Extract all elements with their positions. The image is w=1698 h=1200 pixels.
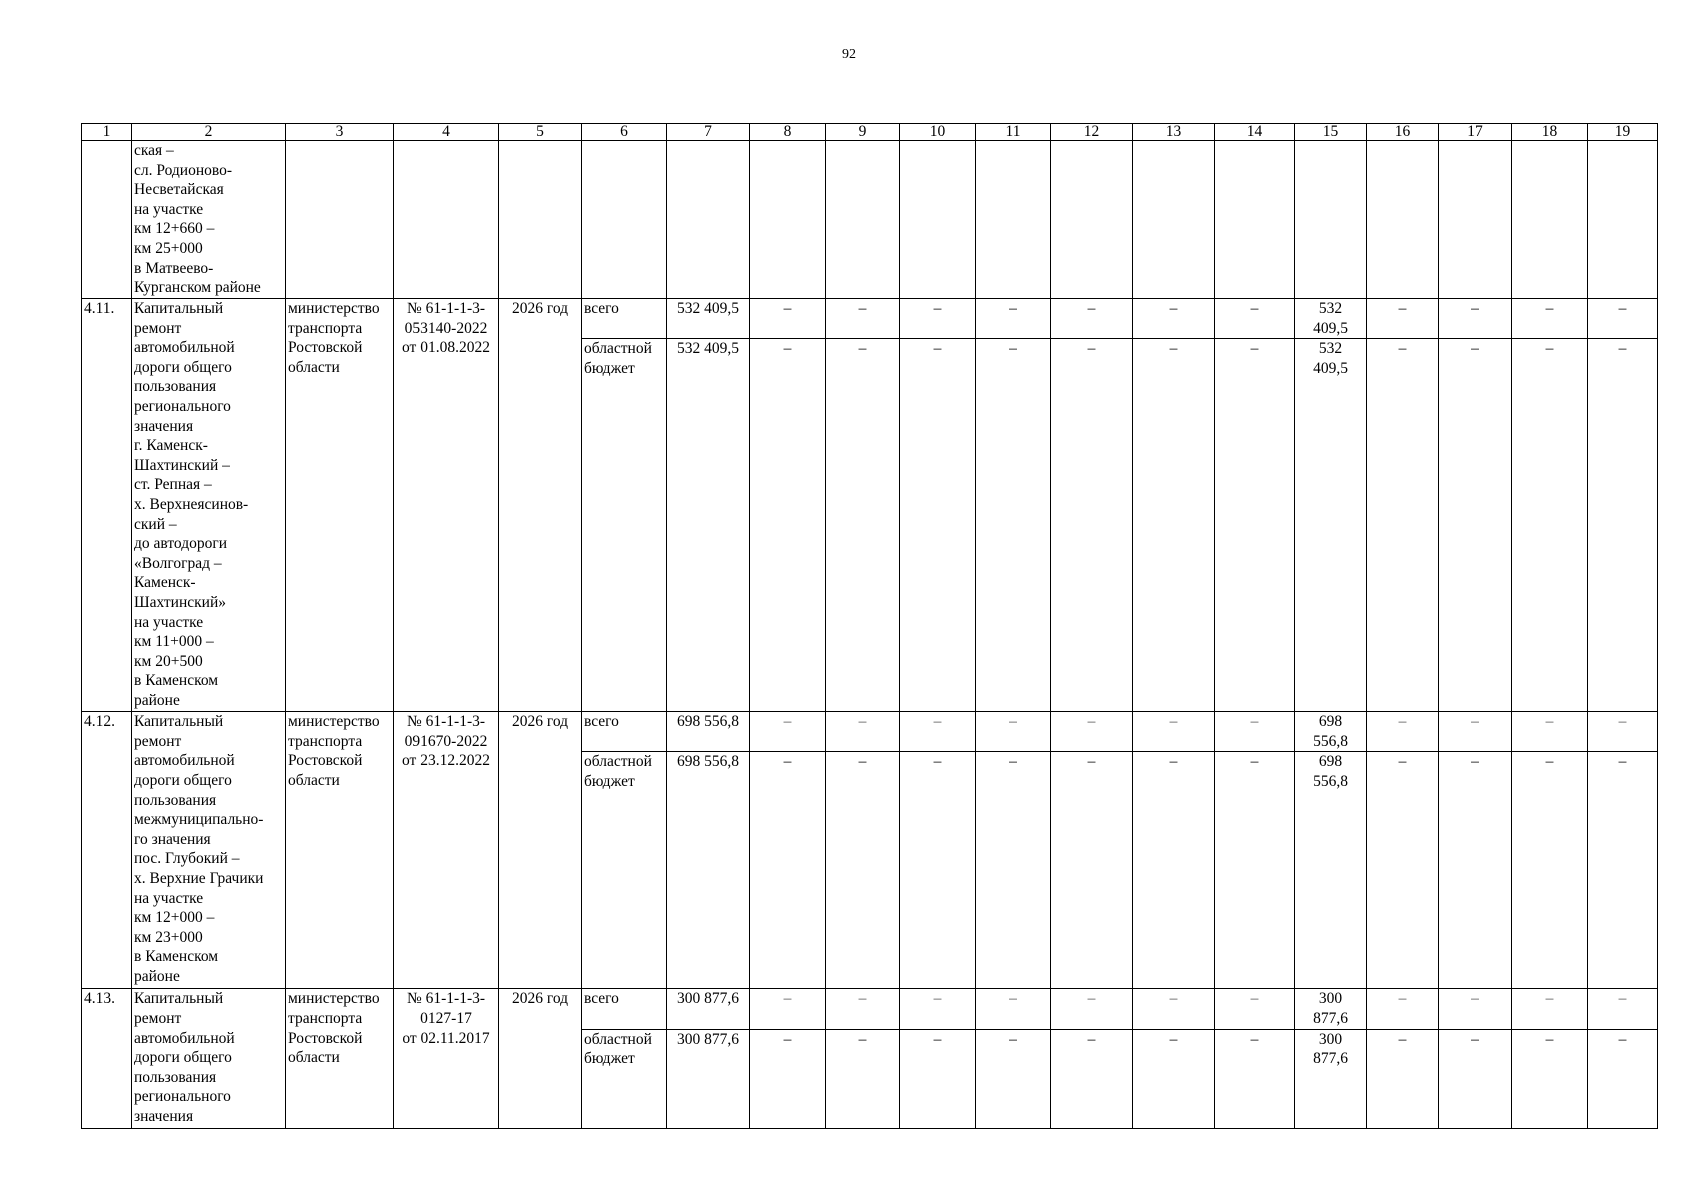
empty-value: – (1588, 339, 1658, 712)
empty-value: – (1367, 299, 1439, 339)
empty-value: – (1512, 752, 1588, 989)
table-row (82, 299, 1658, 339)
empty-value: – (1215, 339, 1295, 712)
empty-value: – (826, 712, 900, 752)
empty-value: – (1367, 752, 1439, 989)
empty-value: – (1367, 339, 1439, 712)
empty-value: – (1133, 712, 1215, 752)
empty-value: – (900, 752, 976, 989)
empty-value: – (826, 1029, 900, 1128)
row-number: 4.12. (82, 712, 132, 989)
empty-value: – (900, 299, 976, 339)
budget-value: 532 409,5 (667, 339, 750, 712)
col-number: 5 (499, 124, 582, 141)
col-number: 14 (1215, 124, 1295, 141)
budget-value: 300 877,6 (667, 1029, 750, 1128)
empty-value: – (976, 712, 1051, 752)
empty-value: – (976, 752, 1051, 989)
empty-value: – (1215, 712, 1295, 752)
table-row (82, 989, 1658, 1029)
object-description: Капитальный ремонт автомобильной дороги общего пользования межмуниципально- го значения пос. Глубокий – х. Верхние Грачики на участке км 12+000 – км 23+000 в Каменском районе (132, 712, 286, 989)
empty-value: – (1133, 989, 1215, 1029)
empty-value: – (1133, 299, 1215, 339)
col-number: 8 (750, 124, 826, 141)
empty-value: – (1051, 712, 1133, 752)
empty-value: – (1512, 712, 1588, 752)
empty-value: – (1367, 712, 1439, 752)
column-number-row (82, 124, 1658, 141)
responsible-agency: министерство транспорта Ростовской области (286, 712, 394, 989)
empty-value: – (1367, 1029, 1439, 1128)
empty-value: – (1588, 989, 1658, 1029)
source-label: областной бюджет (582, 339, 667, 712)
col-number: 12 (1051, 124, 1133, 141)
empty-value: – (826, 989, 900, 1029)
col-number: 4 (394, 124, 499, 141)
page-number: 92 (842, 47, 856, 62)
object-description: Капитальный ремонт автомобильной дороги общего пользования регионального значения (132, 989, 286, 1128)
empty-value: – (1215, 299, 1295, 339)
project-document: № 61-1-1-3- 0127-17 от 02.11.2017 (394, 989, 499, 1128)
empty-value: – (1133, 339, 1215, 712)
empty-value: – (1439, 1029, 1512, 1128)
source-label: всего (582, 989, 667, 1029)
col-number: 19 (1588, 124, 1658, 141)
empty-value: – (750, 339, 826, 712)
empty-value: – (1439, 712, 1512, 752)
empty-value: – (750, 989, 826, 1029)
row-number: 4.11. (82, 299, 132, 712)
empty-value: – (1588, 1029, 1658, 1128)
empty-value: – (1133, 1029, 1215, 1128)
empty-value: – (1439, 299, 1512, 339)
empty-value: – (750, 752, 826, 989)
empty-value: – (750, 1029, 826, 1128)
col-number: 13 (1133, 124, 1215, 141)
empty-value: – (1215, 752, 1295, 989)
project-document: № 61-1-1-3- 053140-2022 от 01.08.2022 (394, 299, 499, 712)
empty-value: – (976, 299, 1051, 339)
empty-value: – (750, 712, 826, 752)
empty-value: – (1051, 1029, 1133, 1128)
empty-value: – (826, 339, 900, 712)
col-number: 9 (826, 124, 900, 141)
empty-value: – (1512, 339, 1588, 712)
empty-value: – (1051, 299, 1133, 339)
col15-value: 532 409,5 (1295, 299, 1367, 339)
empty-value: – (1588, 752, 1658, 989)
empty-value: – (1512, 989, 1588, 1029)
source-label: областной бюджет (582, 1029, 667, 1128)
col-number: 17 (1439, 124, 1512, 141)
object-description: ская – сл. Родионово- Несветайская на участке км 12+660 – км 25+000 в Матвеево- Курганском районе (132, 141, 286, 299)
empty-value: – (976, 1029, 1051, 1128)
col-number: 6 (582, 124, 667, 141)
project-document: № 61-1-1-3- 091670-2022 от 23.12.2022 (394, 712, 499, 989)
source-label: всего (582, 299, 667, 339)
row-number: 4.13. (82, 989, 132, 1128)
empty-value: – (1588, 712, 1658, 752)
empty-value: – (1051, 339, 1133, 712)
col-number: 15 (1295, 124, 1367, 141)
object-description: Капитальный ремонт автомобильной дороги общего пользования регионального значения г. Каменск- Шахтинский – ст. Репная – х. Верхнеясинов- ский – до автодороги «Волгоград – Каменск- Шахтинский» на участке км 11+000 – км 20+500 в Каменском районе (132, 299, 286, 712)
col-number: 18 (1512, 124, 1588, 141)
empty-value: – (1133, 752, 1215, 989)
col15-value: 698 556,8 (1295, 712, 1367, 752)
total-value: 698 556,8 (667, 712, 750, 752)
empty-value: – (1439, 339, 1512, 712)
source-label: всего (582, 712, 667, 752)
col-number: 10 (900, 124, 976, 141)
col-number: 11 (976, 124, 1051, 141)
empty-value: – (826, 752, 900, 989)
col-number: 7 (667, 124, 750, 141)
empty-value: – (750, 299, 826, 339)
completion-year: 2026 год (499, 299, 582, 712)
empty-value: – (1512, 1029, 1588, 1128)
col-number: 1 (82, 124, 132, 141)
total-value: 300 877,6 (667, 989, 750, 1029)
col-number: 2 (132, 124, 286, 141)
col15-value: 532 409,5 (1295, 339, 1367, 712)
empty-value: – (1051, 752, 1133, 989)
table-row (82, 712, 1658, 752)
source-label: областной бюджет (582, 752, 667, 989)
empty-value: – (1439, 989, 1512, 1029)
col15-value: 300 877,6 (1295, 989, 1367, 1029)
budget-value: 698 556,8 (667, 752, 750, 989)
col-number: 16 (1367, 124, 1439, 141)
completion-year: 2026 год (499, 989, 582, 1128)
empty-value: – (1512, 299, 1588, 339)
empty-value: – (1051, 989, 1133, 1029)
empty-value: – (1439, 752, 1512, 989)
col15-value: 300 877,6 (1295, 1029, 1367, 1128)
empty-value: – (1215, 1029, 1295, 1128)
total-value: 532 409,5 (667, 299, 750, 339)
empty-value: – (1367, 989, 1439, 1029)
empty-value: – (826, 299, 900, 339)
col15-value: 698 556,8 (1295, 752, 1367, 989)
empty-value: – (1588, 299, 1658, 339)
empty-value: – (900, 1029, 976, 1128)
responsible-agency: министерство транспорта Ростовской области (286, 989, 394, 1128)
empty-value: – (976, 989, 1051, 1029)
responsible-agency: министерство транспорта Ростовской области (286, 299, 394, 712)
completion-year: 2026 год (499, 712, 582, 989)
investment-table (81, 123, 1658, 1129)
empty-value: – (900, 712, 976, 752)
empty-value: – (976, 339, 1051, 712)
empty-value: – (900, 989, 976, 1029)
empty-value: – (900, 339, 976, 712)
col-number: 3 (286, 124, 394, 141)
empty-value: – (1215, 989, 1295, 1029)
continuation-row (82, 141, 1658, 299)
